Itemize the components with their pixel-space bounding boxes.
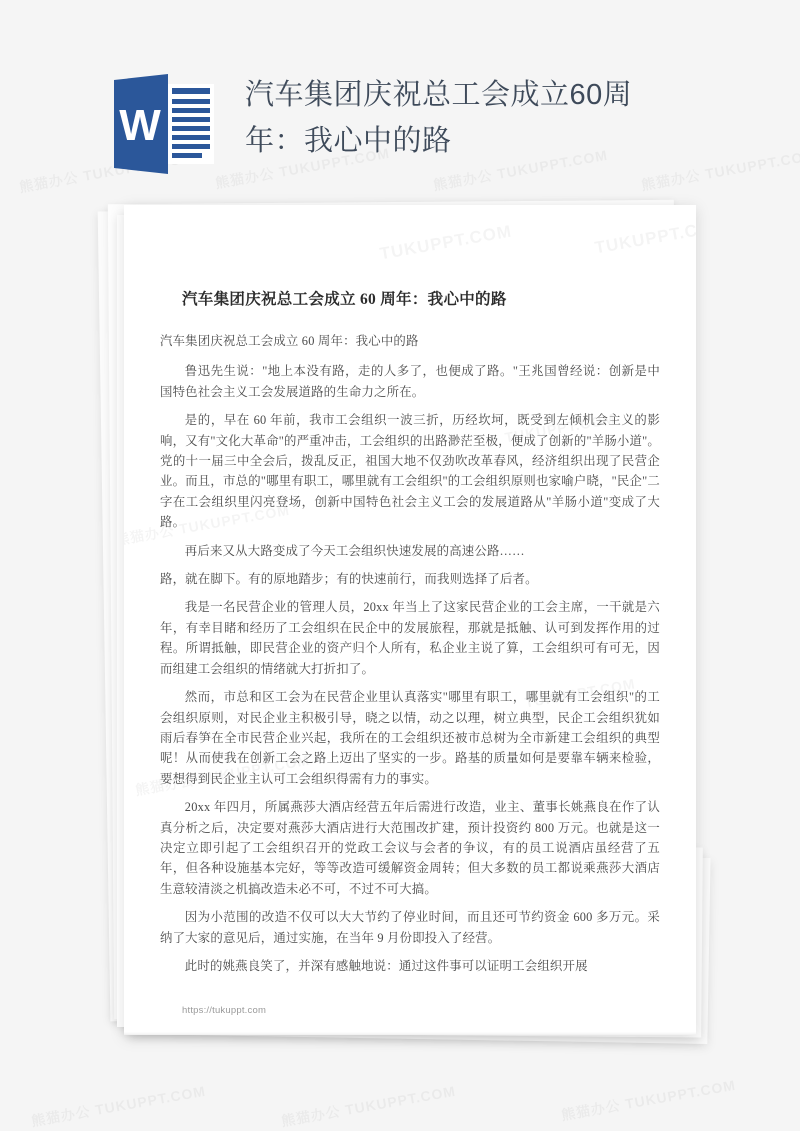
paragraph: 鲁迅先生说："地上本没有路，走的人多了，也便成了路。"王兆国曾经说：创新是中国特色社会主义工会发展道路的生命力之所在。 (160, 364, 660, 399)
paragraph: 然而，市总和区工会为在民营企业里认真落实"哪里有职工，哪里就有工会组织"的工会组织原则，对民企业主积极引导，晓之以情，动之以理，树立典型，民企工会组织犹如雨后春笋在全市民营企业兴起，我所在的工会组织还被市总树为全市新建工会组织的典型呢！从而使我在创新工会之路上迈出了坚实的一步。路基的质量如何是要靠车辆来检验，要想得到民企业主认可工会组织得需有力的事实。 (160, 690, 660, 786)
paragraph: 因为小范围的改造不仅可以大大节约了停业时间，而且还可节约资金 600 多万元。采纳了大家的意见后，通过实施，在当年 9 月份即投入了经营。 (160, 910, 660, 945)
paragraph: 汽车集团庆祝总工会成立 60 周年：我心中的路 (160, 334, 419, 348)
svg-text:W: W (119, 101, 161, 150)
page-edge-shadow (124, 1032, 696, 1035)
header (0, 0, 800, 190)
word-document-icon (112, 72, 216, 176)
source-url[interactable]: https://tukuppt.com (182, 1005, 267, 1016)
paragraph: 再后来又从大路变成了今天工会组织快速发展的高速公路…… (184, 543, 525, 558)
watermark (378, 222, 513, 265)
paragraph: 此时的姚燕良笑了，并深有感触地说：通过这件事可以证明工会组织开展 (184, 958, 588, 973)
page-title: 汽车集团庆祝总工会成立60周年：我心中的路 (245, 79, 633, 157)
document-heading: 汽车集团庆祝总工会成立 60 周年：我心中的路 (182, 291, 507, 308)
document-preview-stack[interactable] (0, 185, 800, 1100)
document-body (160, 331, 660, 984)
document-content (124, 205, 696, 1035)
document-page[interactable] (124, 205, 696, 1035)
paragraph: 我是一名民营企业的管理人员，20xx 年当上了这家民营企业的工会主席，一干就是六年，有幸目睹和经历了工会组织在民企中的发展旅程，那就是抵触、认可到发挥作用的过程。所谓抵触，即民营企业的资产归个人所有，私企业主说了算，工会组织可有可无，因而组建工会组织的情绪就大打折扣了。 (160, 600, 660, 676)
watermark (593, 216, 696, 259)
paragraph: 路，就在脚下。有的原地踏步；有的快速前行，而我则选择了后者。 (160, 572, 538, 587)
paragraph: 20xx 年四月，所属燕莎大酒店经营五年后需进行改造，业主、董事长姚燕良在作了认真分析之后，决定要对燕莎大酒店进行大范围改扩建，预计投资约 800 万元。也就是这一决定立即引起了工会组织召开的党政工会议与会者的争议，有的员工说酒店虽经营了五年，但各种设施基本完好，等等改造可缓解资金周转；但大多数的员工都说乘燕莎大酒店生意较清淡之机搞改造未必不可，不过不可大搞。 (160, 800, 660, 896)
paragraph: 是的，早在 60 年前，我市工会组织一波三折，历经坎坷，既受到左倾机会主义的影响，又有"文化大革命"的严重冲击，工会组织的出路渺茫至极，便成了创新的"羊肠小道"。党的十一届三中全会后，拨乱反正，祖国大地不仅劲吹改革春风，经济组织出现了民营企业。而且，市总的"哪里有职工，哪里就有工会组织"的工会组织原则也家喻户晓，"民企"二字在工会组织里闪亮登场，创新中国特色社会主义工会的发展道路从"羊肠小道"变成了大路。 (160, 413, 660, 530)
